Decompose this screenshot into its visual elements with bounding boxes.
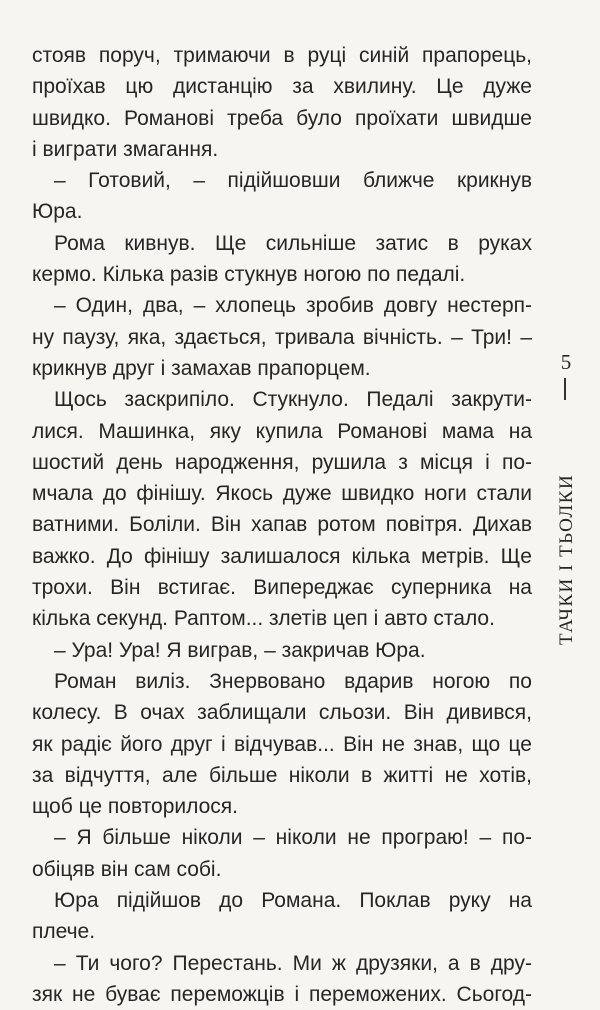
- text-line: Юра.: [32, 200, 83, 224]
- text-line: трохи. Він встигає. Випереджає суперника на: [32, 576, 532, 600]
- page-number: 5: [560, 350, 572, 374]
- text-line: за відчуття, але більше ніколи в житті не хотів,: [32, 763, 532, 787]
- text-line: і виграти змагання.: [32, 137, 219, 161]
- text-line: кермо. Кілька разів стукнув ногою по педалі.: [32, 263, 466, 287]
- text-line: важко. До фінішу залишалося кілька метрів. Ще: [32, 544, 532, 568]
- text-line: мчала до фінішу. Якось дуже швидко ноги стали: [32, 482, 532, 506]
- text-line: швидко. Романові треба було проїхати швидше: [32, 106, 532, 130]
- text-line: проїхав цю дистанцію за хвилину. Це дуже: [32, 75, 532, 99]
- text-line: ватними. Боліли. Він хапав ротом повітря. Дихав: [32, 513, 532, 537]
- text-line: Рома кивнув. Ще сильніше затис в руках: [54, 231, 532, 255]
- running-title: ТАЧКИ І ТЬОЛКИ: [556, 473, 577, 645]
- text-line: – Готовий, – підійшовши ближче крикнув: [54, 169, 532, 193]
- text-line: лися. Машинка, яку купила Романові мама на: [32, 419, 532, 443]
- text-line: – Ура! Ура! Я виграв, – закричав Юра.: [54, 638, 426, 662]
- text-line: зяк не буває переможців і переможених. Сьогод-: [32, 982, 532, 1006]
- text-line: шостий день народження, рушила з місця і по-: [32, 450, 532, 474]
- text-line: – Я більше ніколи – ніколи не програю! – по-: [54, 826, 532, 850]
- text-line: кілька секунд. Раптом... злетів цеп і авто стало.: [32, 607, 495, 631]
- text-line: колесу. В очах заблищали сльози. Він дивився,: [32, 701, 532, 725]
- header-divider: [564, 378, 566, 400]
- text-line: плече.: [32, 920, 96, 944]
- text-line: ну паузу, яка, здається, тривала вічність. – Три! –: [32, 325, 532, 349]
- text-line: щоб це повторилося.: [32, 795, 238, 819]
- text-line: Щось заскрипіло. Стукнуло. Педалі закрути-: [54, 388, 532, 412]
- body-text: [32, 40, 532, 1010]
- text-line: – Один, два, – хлопець зробив довгу нестерп-: [54, 294, 532, 318]
- text-line: крикнув друг і замахав прапорцем.: [32, 356, 371, 380]
- text-line: як радіє його друг і відчував... Він не знав, що це: [32, 732, 532, 756]
- text-line: Юра підійшов до Романа. Поклав руку на: [54, 889, 532, 913]
- text-line: – Ти чого? Перестань. Ми ж друзяки, а в дру-: [54, 951, 532, 975]
- page-sidebar: [546, 0, 600, 995]
- text-line: Роман виліз. Знервовано вдарив ногою по: [54, 669, 532, 693]
- text-line: обіцяв він сам собі.: [32, 857, 222, 881]
- text-line: стояв поруч, тримаючи в руці синій прапорець,: [32, 44, 532, 67]
